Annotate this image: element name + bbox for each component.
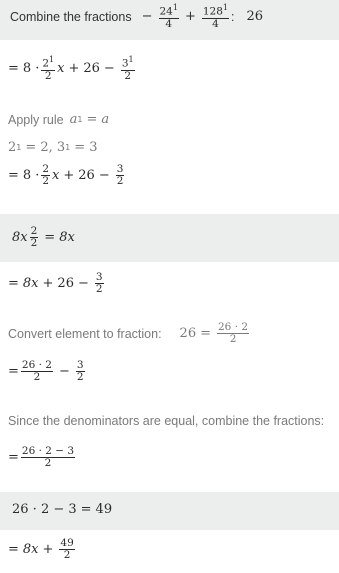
exponent: 1 xyxy=(65,143,71,152)
numerator: 2 xyxy=(42,163,50,175)
value: = 2, xyxy=(25,140,53,155)
equation-line-2 xyxy=(8,164,126,187)
equals-sign: = xyxy=(80,502,92,517)
numerator: 26 · 2 xyxy=(218,321,249,333)
equals-sign: = xyxy=(44,230,56,246)
denominator: 2 xyxy=(44,69,52,82)
base: 24 xyxy=(159,5,173,18)
fraction-2-over-2 xyxy=(30,226,39,249)
fraction-2-over-2 xyxy=(41,164,50,187)
result-value: 49 xyxy=(95,502,113,517)
equation-line-3 xyxy=(8,272,106,295)
dot-operator: · xyxy=(35,61,40,77)
minus-sign: − xyxy=(103,61,115,77)
plus-sign: + xyxy=(63,168,75,184)
denominator: 2 xyxy=(63,549,71,562)
expression: 26 · 2 − 3 xyxy=(12,502,77,517)
rule-base: a xyxy=(69,112,78,127)
minus-sign: − xyxy=(77,276,89,292)
minus-sign: − xyxy=(58,364,70,380)
fraction-26x2-minus-3-over-2 xyxy=(21,446,75,469)
step-label: Since the denominators are equal, combine the fractions: xyxy=(8,414,325,428)
denominator: 2 xyxy=(116,175,124,188)
step-combine-equal-denominators xyxy=(8,414,324,428)
variable-x: x xyxy=(57,61,65,77)
numerator: 3 xyxy=(95,271,103,283)
denominator: 2 xyxy=(30,237,38,250)
value: = 3 xyxy=(74,140,98,155)
equals-sign: = xyxy=(8,450,19,466)
coefficient: 8 xyxy=(22,168,32,184)
equals-sign: = xyxy=(8,542,19,558)
step-evaluate-numerator xyxy=(0,492,339,530)
denominator: 2 xyxy=(229,333,237,346)
constant: 26 xyxy=(83,61,100,77)
step-convert-to-fraction xyxy=(8,322,251,345)
numerator: 49 xyxy=(60,537,74,549)
lhs-term: 8x xyxy=(12,230,28,246)
fraction-24-over-4 xyxy=(159,4,179,30)
equals-sign: = xyxy=(8,276,19,292)
denominator: 2 xyxy=(44,457,52,470)
coefficient: 8 xyxy=(22,61,32,77)
fraction-3-over-2 xyxy=(95,272,104,295)
minus-sign: − xyxy=(141,9,153,25)
fraction-49-over-2 xyxy=(59,538,74,561)
denominator: 2 xyxy=(42,175,50,188)
equation-line-4 xyxy=(8,360,87,383)
base: 2 xyxy=(8,140,17,155)
equation-line-5 xyxy=(8,446,77,469)
lhs-value: 26 xyxy=(179,326,197,342)
base: 128 xyxy=(202,5,223,18)
rule-rhs: a xyxy=(101,112,110,127)
fraction-26x2-over-2 xyxy=(217,322,249,345)
base: 2 xyxy=(42,57,50,70)
plus-sign: + xyxy=(184,9,196,25)
plus-sign: + xyxy=(42,542,54,558)
equation-line-6 xyxy=(8,538,77,561)
fraction-3-over-2 xyxy=(121,56,135,82)
base: 3 xyxy=(56,140,66,155)
exponent: 1 xyxy=(128,55,134,64)
denominator: 2 xyxy=(95,283,103,296)
exponent: 1 xyxy=(172,3,178,12)
numerator: 26 · 2 − 3 xyxy=(21,445,75,457)
step-label: Apply rule xyxy=(8,112,64,127)
fraction-3-over-2 xyxy=(116,164,125,187)
step-label: Combine the fractions xyxy=(10,9,132,24)
denominator: 2 xyxy=(33,371,41,384)
base: 3 xyxy=(121,57,129,70)
plus-sign: + xyxy=(68,61,80,77)
numerator: 3 xyxy=(116,163,124,175)
minus-sign: − xyxy=(98,168,110,184)
equals-sign: = xyxy=(200,326,211,342)
term-8x: 8x xyxy=(22,542,39,558)
fraction-26x2-over-2 xyxy=(21,360,53,383)
exponent: 1 xyxy=(16,143,22,152)
variable-x: x xyxy=(52,168,60,184)
step-combine-fractions xyxy=(0,0,339,40)
rule-equals: = xyxy=(86,112,98,127)
fraction-128-over-4 xyxy=(202,4,229,30)
denominator: 2 xyxy=(124,69,132,82)
term-8x: 8x xyxy=(22,276,39,292)
numerator: 3 xyxy=(76,359,84,371)
constant: 26 xyxy=(57,276,74,292)
rule-exponent: 1 xyxy=(77,115,83,124)
step-apply-rule xyxy=(8,112,109,127)
exponent-evaluations xyxy=(8,140,97,155)
plus-sign: + xyxy=(42,276,54,292)
equation-line-1 xyxy=(8,56,137,82)
step-label: Convert element to fraction: xyxy=(8,326,162,341)
rhs-term: 8x xyxy=(59,230,75,246)
result-value: 26 xyxy=(246,9,264,25)
equals-sign: = xyxy=(8,61,19,77)
colon: : xyxy=(231,9,235,24)
fraction-3-over-2 xyxy=(76,360,85,383)
numerator: 2 xyxy=(30,225,38,237)
step-simplify-8x xyxy=(0,214,339,262)
exponent: 1 xyxy=(49,55,55,64)
exponent: 1 xyxy=(222,3,229,12)
equals-sign: = xyxy=(8,364,19,380)
numerator: 26 · 2 xyxy=(21,359,52,371)
denominator: 2 xyxy=(76,371,84,384)
constant: 26 xyxy=(78,168,95,184)
dot-operator: · xyxy=(35,168,40,184)
equals-sign: = xyxy=(8,168,19,184)
fraction-2-over-2 xyxy=(41,56,55,82)
denominator: 4 xyxy=(212,17,219,30)
denominator: 4 xyxy=(165,17,173,30)
